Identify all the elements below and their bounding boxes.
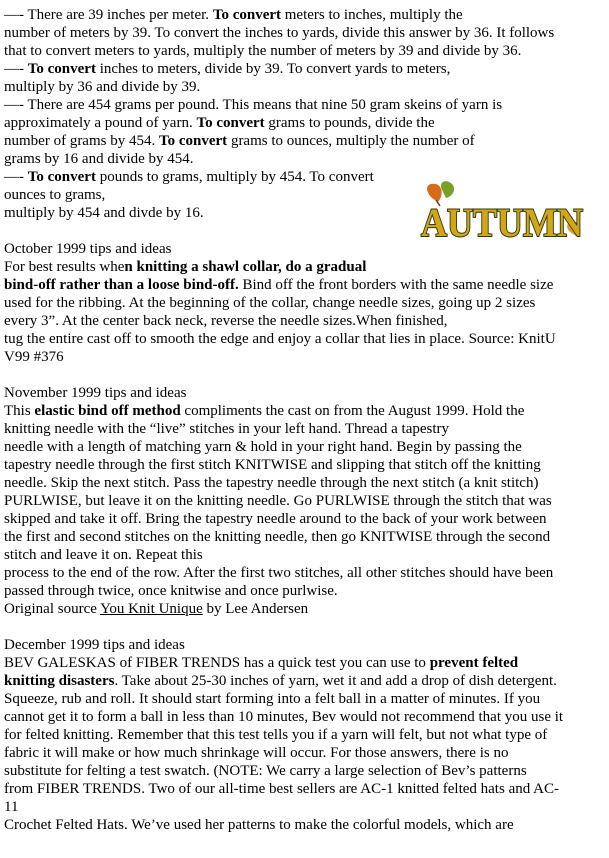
bold-text: elastic bind off method [34,403,181,419]
text-run: number of meters by 39. To convert the inches to yards, divide this answer by 36. It follows [4,25,555,41]
text-run: —- There are 39 inches per meter. [4,7,213,23]
text-run: skipped and take it off. Bring the tapestry needle around to the back of your work between [4,511,547,527]
text-run: ounces to grams, [4,187,106,203]
text-run: approximately a pound of yarn. [4,115,197,131]
text-run: Original source [4,601,101,617]
text-line [4,600,606,618]
underlined-title: You Knit Unique [100,601,203,617]
text-run: October 1999 tips and ideas [4,241,172,257]
text-run: process to the end of the row. After the first two stitches, all other stitches should have been [4,565,554,581]
text-run: December 1999 tips and ideas [4,637,185,653]
text-line [4,330,606,348]
text-line [4,438,606,456]
bold-text: To convert [196,115,265,131]
text-run: Crochet Felted Hats. We’ve used her patterns to make the colorful models, which are [4,817,514,833]
text-line [4,708,606,726]
text-line [4,348,606,366]
text-line [4,78,606,96]
text-run: every 3”. At the center back neck, reverse the needle sizes.When finished, [4,313,448,329]
text-line [4,150,606,168]
text-line [4,312,606,330]
text-line [4,654,606,672]
bold-text: To convert [212,7,282,23]
text-line [4,132,606,150]
text-run: . Take about 25-30 inches of yarn, wet it and add a drop of dish detergent. [114,673,557,689]
text-run: —- There are 454 grams per pound. This means that nine 50 gram skeins of yarn is [4,97,503,113]
text-run: fabric it will make or how much shrinkage will occur. For those answers, there is no [4,745,509,761]
blank-line [4,618,606,636]
text-run: PURLWISE, but leave it on the knitting needle. Go PURLWISE through the stitch that was [4,493,552,509]
blank-line [4,366,606,384]
text-run: compliments the cast on from the August 1999. Hold the [180,403,525,419]
text-line [4,24,606,42]
text-run: meters to inches, multiply the [281,7,463,23]
text-line [4,780,606,798]
text-run: Squeeze, rub and roll. It should start forming into a felt ball in a matter of minutes. If you [4,691,541,707]
text-run: November 1999 tips and ideas [4,385,187,401]
text-run: stitch and leave it on. Repeat this [4,547,203,563]
text-line [4,546,606,564]
text-line [4,672,606,690]
text-line [4,816,606,834]
bold-text: To convert [158,133,228,149]
text-line [4,636,606,654]
text-run: inches to meters, divide by 39. To convert yards to meters, [95,61,451,77]
text-run: For best results whe [4,259,125,275]
text-run: needle. Skip the next stitch. Pass the tapestry needle through the next stitch (a knit stitch) [4,475,539,491]
text-line [4,420,606,438]
text-run: Bind off the front borders with the same needle size [238,277,554,293]
text-run: that to convert meters to yards, multiply the number of meters by 39 and divide by 36. [4,43,522,59]
text-run: grams to pounds, divide the [264,115,435,131]
leaf-green [441,181,454,198]
text-line [4,564,606,582]
text-run: —- [4,169,28,185]
text-run: cannot get it to form a ball in less than 10 minutes, Bev would not recommend that you use it [4,709,564,725]
text-line [4,96,606,114]
text-line [4,690,606,708]
text-run: grams by 16 and divide by 454. [4,151,194,167]
text-line [4,456,606,474]
text-run: from FIBER TRENDS. Two of our all-time best sellers are AC-1 knitted felted hats and AC- [4,781,559,797]
text-line [4,276,606,294]
text-line [4,6,606,24]
text-run: passed through twice, once knitwise and once purlwise. [4,583,338,599]
text-line [4,726,606,744]
text-run: by Lee Andersen [202,601,309,617]
text-run: needle with a length of matching yarn & hold in your right hand. Begin by passing the [4,439,522,455]
bold-text: knitting disasters [4,673,115,689]
text-run: V99 #376 [4,349,64,365]
text-run: number of grams by 454. [4,133,159,149]
text-run: substitute for felting a test swatch. (NOTE: We carry a large selection of Bev’s patterns [4,763,527,779]
text-run: knitting needle with the “live” stitches in your left hand. Thread a tapestry [4,421,450,437]
text-line [4,114,606,132]
text-run: 11 [4,799,19,815]
text-run: grams to ounces, multiply the number of [227,133,475,149]
text-line [4,402,606,420]
bold-text: To convert [27,61,96,77]
text-line [4,258,606,276]
bold-text: To convert [27,169,96,185]
text-run: the first and second stitches on the knitting needle, then go KNITWISE through the second [4,529,551,545]
text-line [4,474,606,492]
text-line [4,60,606,78]
text-line [4,492,606,510]
text-line [4,762,606,780]
text-line [4,510,606,528]
text-line [4,384,606,402]
text-run: multiply by 36 and divide by 39. [4,79,201,95]
text-line [4,744,606,762]
text-line [4,528,606,546]
bold-text: prevent felted [429,655,519,671]
bold-text: bind-off rather than a loose bind-off. [4,277,239,293]
text-line [4,798,606,816]
text-run: This [4,403,35,419]
text-run: for felted knitting. Remember that this test tells you if a yarn will felt, but not what type of [4,727,548,743]
text-run: BEV GALESKAS of FIBER TRENDS has a quick test you can use to [4,655,430,671]
text-run: multiply by 454 and divde by 16. [4,205,204,221]
document-body [4,6,606,834]
autumn-logo-text: AUTUMN [421,200,584,245]
autumn-clipart [418,180,588,246]
text-run: tapestry needle through the first stitch KNITWISE and slipping that stitch off the knitting [4,457,541,473]
text-line [4,42,606,60]
text-run: pounds to grams, multiply by 454. To convert [95,169,374,185]
text-run: used for the ribbing. At the beginning of the collar, change needle sizes, going up 2 sizes [4,295,536,311]
text-run: —- [4,61,28,77]
text-run: tug the entire cast off to smooth the edge and enjoy a collar that lies in place. Source: KnitU [4,331,556,347]
text-line [4,294,606,312]
bold-text: n knitting a shawl collar, do a gradual [124,259,367,275]
text-line [4,582,606,600]
